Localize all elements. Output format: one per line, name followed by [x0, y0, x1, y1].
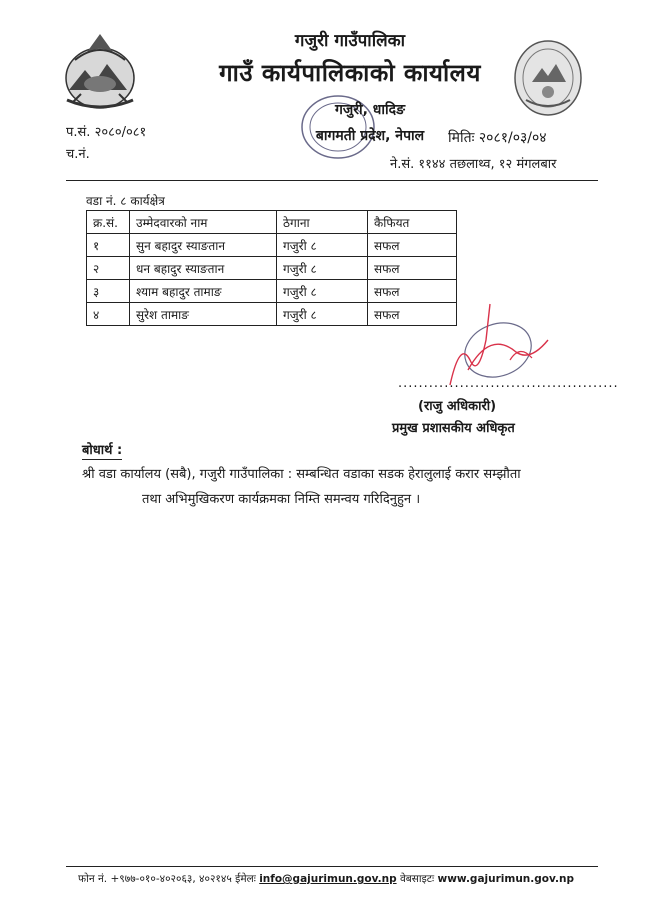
- column-header: कैफियत: [368, 211, 457, 234]
- reference-number: प.सं. २०८०/०८१: [66, 125, 147, 140]
- table-cell: सुरेश तामाङ: [130, 303, 277, 326]
- footer-phone: फोन नं. +९७७-०१०-४०२०६३, ४०२१४५: [78, 873, 232, 885]
- signature-line: ...........................................: [398, 376, 619, 391]
- column-header: उम्मेदवारको नाम: [130, 211, 277, 234]
- table-cell: सफल: [368, 257, 457, 280]
- signatory-name: (राजु अधिकारी): [418, 399, 497, 414]
- cc-heading: बोधार्थ :: [82, 440, 122, 460]
- table-cell: धन बहादुर स्याङतान: [130, 257, 277, 280]
- table-header-row: [87, 211, 457, 234]
- footer: [78, 872, 574, 886]
- signatory-title: प्रमुख प्रशासकीय अधिकृत: [392, 421, 515, 436]
- letter-date: मितिः २०८१/०३/०४: [448, 130, 547, 146]
- table-row: [87, 257, 457, 280]
- nepal-sambat-date: ने.सं. ११४४ तछलाथ्व, १२ मंगलबार: [390, 157, 557, 172]
- table-cell: १: [87, 234, 130, 257]
- column-header: क्र.सं.: [87, 211, 130, 234]
- column-header: ठेगाना: [277, 211, 368, 234]
- footer-email-link[interactable]: info@gajurimun.gov.np: [259, 873, 397, 885]
- table-cell: सफल: [368, 303, 457, 326]
- table-cell: गजुरी ८: [277, 303, 368, 326]
- footer-website-link[interactable]: www.gajurimun.gov.np: [437, 873, 574, 885]
- table-cell: गजुरी ८: [277, 257, 368, 280]
- footer-website-label: वेबसाइटः: [399, 873, 435, 885]
- office-location: गजुरी, धादिङ: [334, 102, 406, 118]
- table-cell: सफल: [368, 280, 457, 303]
- table-cell: सफल: [368, 234, 457, 257]
- municipality-name: गजुरी गाउँपालिका: [294, 31, 406, 51]
- table-cell: गजुरी ८: [277, 280, 368, 303]
- cc-text-line: श्री वडा कार्यालय (सबै), गजुरी गाउँपालिका : सम्बन्धित वडाका सडक हेरालुलाई करार सम्झौता: [82, 467, 521, 482]
- table-row: [87, 303, 457, 326]
- table-cell: श्याम बहादुर तामाङ: [130, 280, 277, 303]
- table-row: [87, 234, 457, 257]
- table-row: [87, 280, 457, 303]
- gajuri-municipality-seal-icon: [512, 38, 584, 118]
- table-cell: गजुरी ८: [277, 234, 368, 257]
- table-cell: सुन बहादुर स्याङतान: [130, 234, 277, 257]
- dispatch-number: च.नं.: [66, 147, 90, 162]
- office-name: गाउँ कार्यपालिकाको कार्यालय: [219, 59, 481, 87]
- ward-heading: वडा नं. ८ कार्यक्षेत्र: [86, 194, 165, 208]
- candidates-table: [86, 210, 457, 326]
- office-address: बागमती प्रदेश, नेपाल: [315, 128, 425, 144]
- footer-email-label: ईमेलः: [235, 873, 256, 885]
- table-cell: ३: [87, 280, 130, 303]
- table-cell: ४: [87, 303, 130, 326]
- nepal-emblem-icon: [55, 30, 145, 112]
- footer-divider: [66, 866, 598, 867]
- header-divider: [66, 180, 598, 181]
- cc-text-line: तथा अभिमुखिकरण कार्यक्रमका निम्ति समन्वय गरिदिनुहुन ।: [142, 492, 421, 507]
- table-cell: २: [87, 257, 130, 280]
